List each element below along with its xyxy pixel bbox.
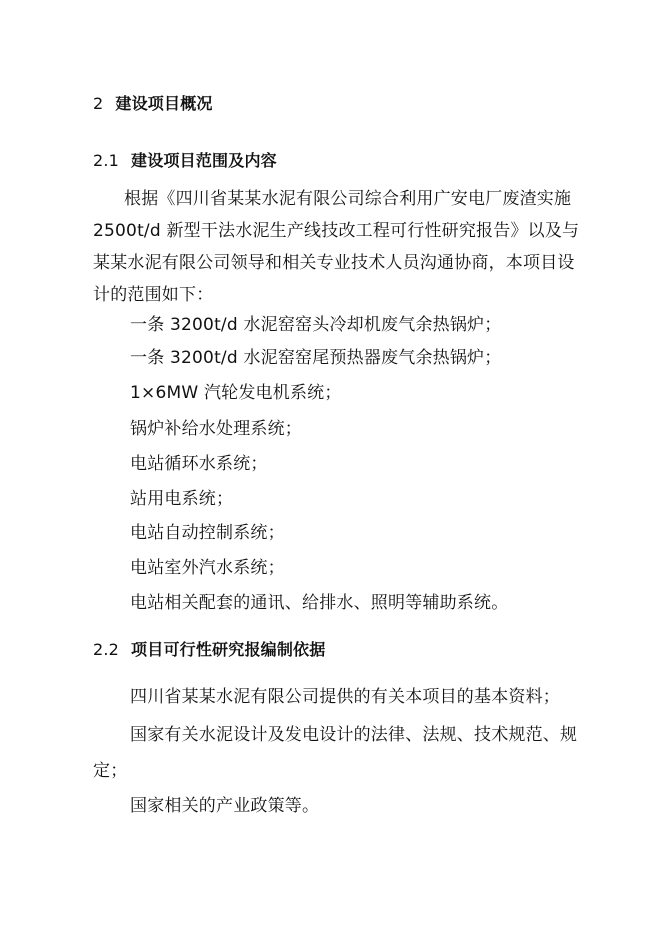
section-title: 建设项目概况 (115, 94, 213, 113)
list-item: 四川省某某水泥有限公司提供的有关本项目的基本资料； (130, 687, 560, 707)
list-item: 电站相关配套的通讯、给排水、照明等辅助系统。 (130, 593, 509, 613)
list-item: 电站循环水系统； (130, 454, 268, 474)
subsection-number: 2.2 (93, 640, 120, 659)
section-heading (93, 93, 213, 115)
list-item: 国家相关的产业政策等。 (130, 796, 320, 816)
paragraph-line: 某某水泥有限公司领导和相关专业技术人员沟通协商，本项目设 (93, 253, 575, 273)
list-item: 1×6MW 汽轮发电机系统； (130, 383, 342, 403)
list-item: 一条 3200t/d 水泥窑窑尾预热器废气余热锅炉； (130, 348, 502, 368)
list-item-continuation: 定； (93, 761, 128, 781)
subsection-heading-2-1 (93, 150, 277, 172)
list-item: 电站室外汽水系统； (130, 558, 285, 578)
paragraph-line: 计的范围如下： (93, 285, 214, 305)
list-item: 站用电系统； (130, 489, 234, 509)
list-item: 一条 3200t/d 水泥窑窑头冷却机废气余热锅炉； (130, 315, 502, 335)
list-item: 锅炉补给水处理系统； (130, 419, 302, 439)
section-number: 2 (93, 94, 104, 113)
list-item: 电站自动控制系统； (130, 523, 285, 543)
list-item: 国家有关水泥设计及发电设计的法律、法规、技术规范、规 (130, 725, 578, 745)
subsection-title: 建设项目范围及内容 (131, 151, 277, 170)
subsection-heading-2-2 (93, 639, 325, 661)
paragraph-line: 根据《四川省某某水泥有限公司综合利用广安电厂废渣实施 (124, 189, 572, 209)
subsection-number: 2.1 (93, 151, 120, 170)
subsection-title: 项目可行性研究报编制依据 (131, 640, 326, 659)
paragraph-line: 2500t/d 新型干法水泥生产线技改工程可行性研究报告》以及与 (93, 221, 580, 241)
